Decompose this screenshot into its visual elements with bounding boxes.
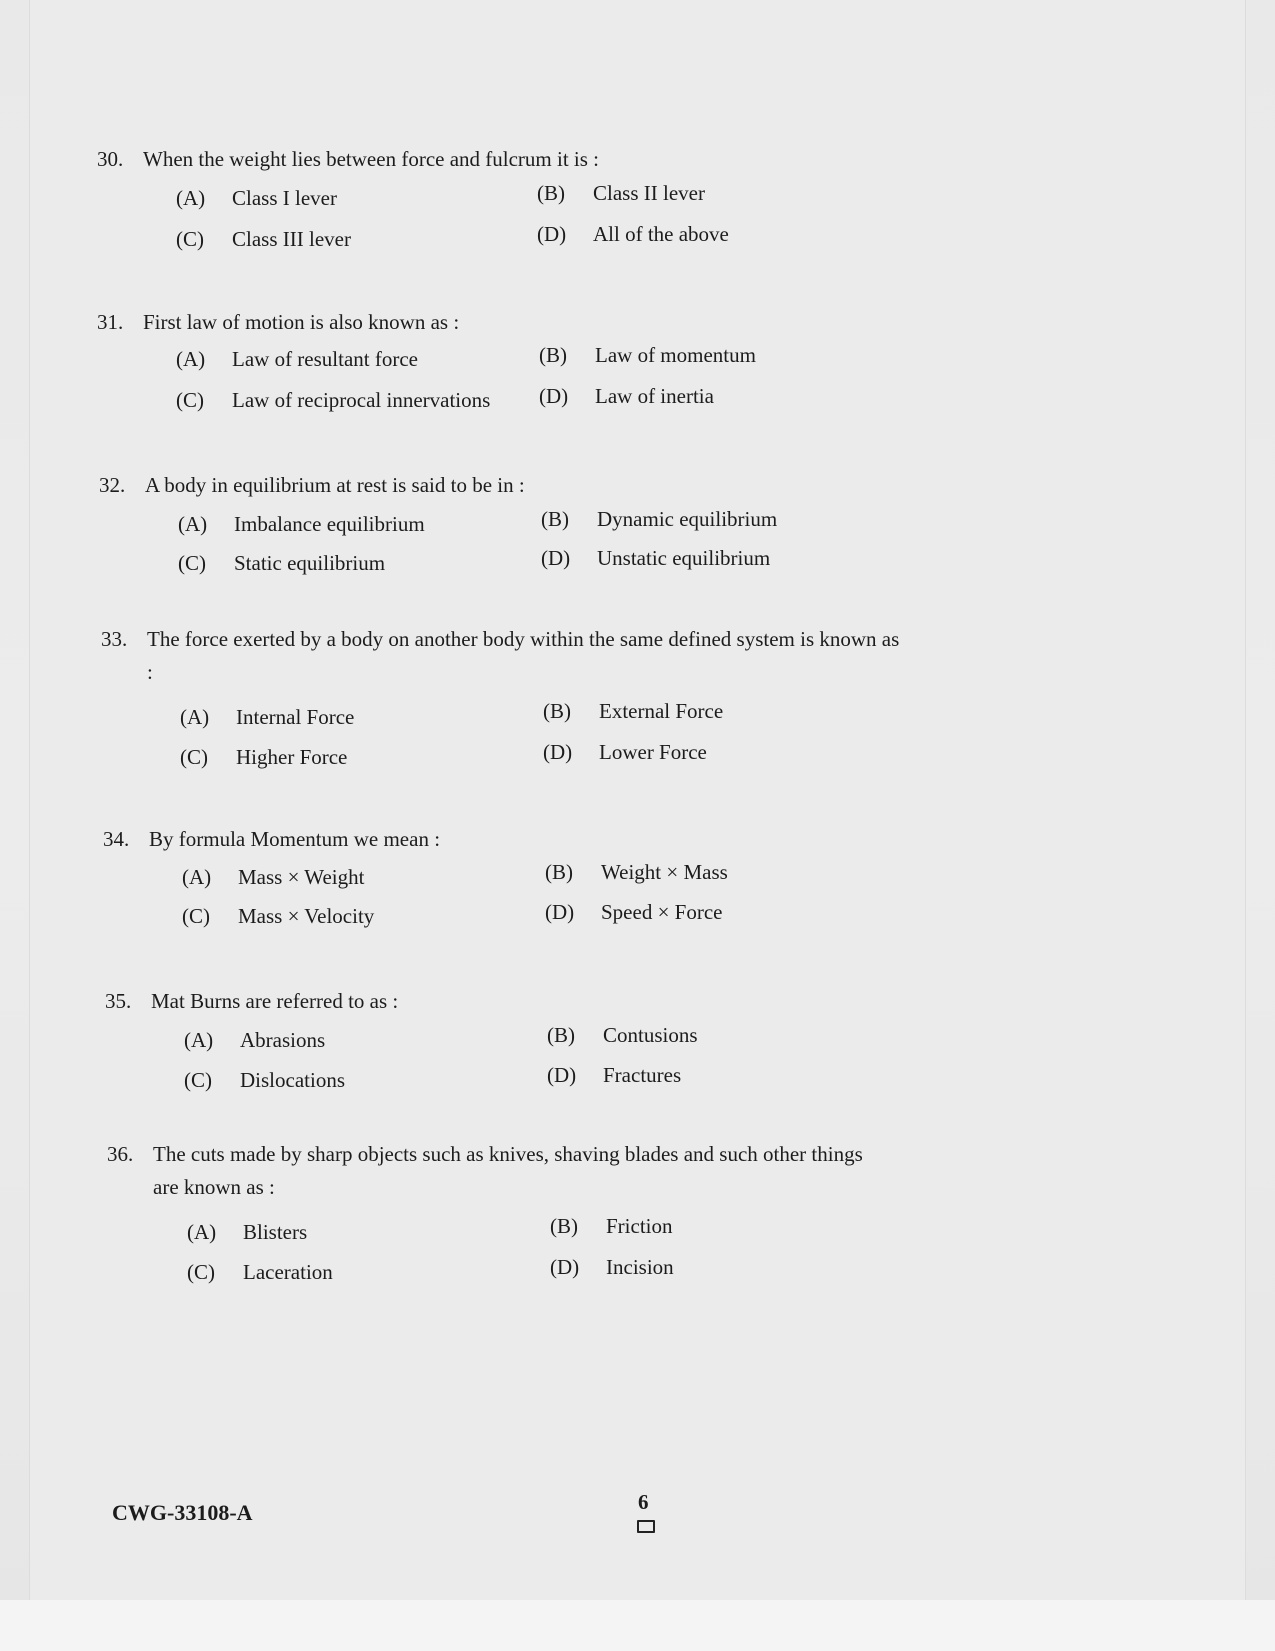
- option-text: Higher Force: [236, 745, 348, 769]
- option-text: Weight × Mass: [601, 860, 728, 884]
- option-text: Contusions: [603, 1023, 698, 1047]
- question-text: Mat Burns are referred to as :: [151, 989, 399, 1013]
- option-32-b: (B) Dynamic equilibrium: [541, 507, 778, 531]
- option-32-d: (D) Unstatic equilibrium: [541, 546, 771, 570]
- option-33-c: (C) Higher Force: [180, 745, 348, 769]
- option-text: Fractures: [603, 1063, 682, 1087]
- scan-margin: [0, 1600, 1275, 1651]
- question-number: 34.: [103, 827, 130, 851]
- option-36-d: (D) Incision: [550, 1255, 674, 1279]
- option-text: Imbalance equilibrium: [234, 512, 425, 536]
- option-text: Law of reciprocal innervations: [232, 388, 491, 412]
- option-text: Speed × Force: [601, 900, 723, 924]
- option-31-b: (B) Law of momentum: [539, 343, 756, 367]
- question-35: [105, 985, 398, 1018]
- option-30-b: (B) Class II lever: [537, 181, 705, 205]
- question-34: [103, 823, 440, 856]
- option-35-a: (A) Abrasions: [184, 1028, 326, 1052]
- question-text: The force exerted by a body on another body within the same defined system is known as :: [147, 627, 900, 684]
- option-text: Blisters: [243, 1220, 308, 1244]
- question-33: [101, 623, 907, 688]
- question-text: First law of motion is also known as :: [143, 310, 460, 334]
- option-32-c: (C) Static equilibrium: [178, 551, 386, 575]
- question-number: 33.: [101, 627, 128, 651]
- option-30-a: (A) Class I lever: [176, 186, 337, 210]
- option-31-d: (D) Law of inertia: [539, 384, 714, 408]
- option-35-b: (B) Contusions: [547, 1023, 698, 1047]
- question-30: [97, 143, 599, 176]
- option-text: Incision: [606, 1255, 674, 1279]
- option-36-c: (C) Laceration: [187, 1260, 333, 1284]
- option-text: Lower Force: [599, 740, 707, 764]
- option-34-a: (A) Mass × Weight: [182, 865, 365, 889]
- option-text: Static equilibrium: [234, 551, 386, 575]
- question-number: 31.: [97, 310, 124, 334]
- question-text: A body in equilibrium at rest is said to be in :: [145, 473, 525, 497]
- option-text: Friction: [606, 1214, 673, 1238]
- option-text: Class II lever: [593, 181, 705, 205]
- question-36: [107, 1138, 893, 1203]
- option-text: Abrasions: [240, 1028, 326, 1052]
- page-number: 6: [638, 1490, 649, 1514]
- option-31-a: (A) Law of resultant force: [176, 347, 418, 371]
- option-text: Class III lever: [232, 227, 351, 251]
- option-35-d: (D) Fractures: [547, 1063, 682, 1087]
- question-31: [97, 306, 459, 339]
- option-text: Internal Force: [236, 705, 355, 729]
- question-text: The cuts made by sharp objects such as knives, shaving blades and such other things are known as :: [153, 1142, 863, 1199]
- option-34-b: (B) Weight × Mass: [545, 860, 728, 884]
- option-33-a: (A) Internal Force: [180, 705, 355, 729]
- question-text: By formula Momentum we mean :: [149, 827, 441, 851]
- option-30-d: (D) All of the above: [537, 222, 729, 246]
- option-text: Mass × Velocity: [238, 904, 375, 928]
- option-text: Law of resultant force: [232, 347, 418, 371]
- option-text: Mass × Weight: [238, 865, 365, 889]
- question-number: 35.: [105, 989, 132, 1013]
- question-32: [99, 469, 525, 502]
- option-35-c: (C) Dislocations: [184, 1068, 345, 1092]
- option-text: Class I lever: [232, 186, 337, 210]
- option-32-a: (A) Imbalance equilibrium: [178, 512, 425, 536]
- option-text: External Force: [599, 699, 724, 723]
- option-31-c: (C) Law of reciprocal innervations: [176, 388, 491, 412]
- option-36-b: (B) Friction: [550, 1214, 673, 1238]
- option-30-c: (C) Class III lever: [176, 227, 351, 251]
- option-36-a: (A) Blisters: [187, 1220, 308, 1244]
- option-33-b: (B) External Force: [543, 699, 724, 723]
- option-text: Dislocations: [240, 1068, 345, 1092]
- question-number: 32.: [99, 473, 126, 497]
- question-number: 30.: [97, 147, 124, 171]
- option-34-c: (C) Mass × Velocity: [182, 904, 375, 928]
- question-text: When the weight lies between force and fulcrum it is :: [143, 147, 600, 171]
- question-number: 36.: [107, 1142, 134, 1166]
- option-text: Unstatic equilibrium: [597, 546, 771, 570]
- option-34-d: (D) Speed × Force: [545, 900, 723, 924]
- option-text: Dynamic equilibrium: [597, 507, 778, 531]
- option-text: Laceration: [243, 1260, 333, 1284]
- option-text: Law of inertia: [595, 384, 714, 408]
- page-marker-box: [637, 1520, 655, 1533]
- option-33-d: (D) Lower Force: [543, 740, 707, 764]
- option-text: Law of momentum: [595, 343, 756, 367]
- paper-code: CWG-33108-A: [112, 1500, 253, 1525]
- option-text: All of the above: [593, 222, 729, 246]
